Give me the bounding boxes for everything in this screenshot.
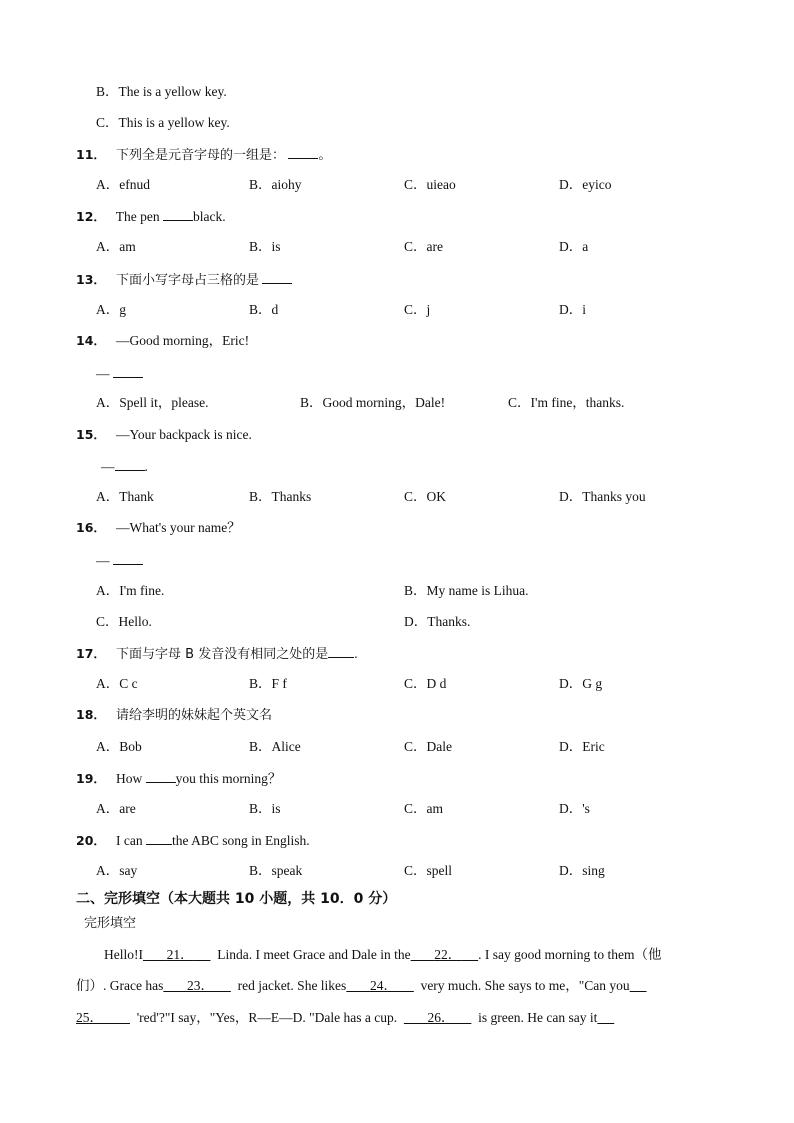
option-text: g xyxy=(119,302,126,317)
option-d[interactable] xyxy=(559,738,605,756)
reply-dash: — xyxy=(96,553,110,568)
question-stem: 请给李明的妹妹起个英文名 xyxy=(116,708,273,723)
question-20 xyxy=(76,831,310,850)
option-text: My name is Lihua. xyxy=(426,583,529,598)
question-number: 18． xyxy=(76,707,106,722)
option-label: B． xyxy=(249,302,272,317)
option-label: B． xyxy=(96,84,119,99)
question-number: 17． xyxy=(76,646,106,661)
option-b[interactable] xyxy=(249,238,281,256)
option-text: are xyxy=(426,239,443,254)
option-text: G g xyxy=(582,676,603,691)
option-b[interactable] xyxy=(404,582,529,600)
answer-blank xyxy=(328,644,354,658)
option-label: A． xyxy=(96,583,120,598)
question-stem-end: . xyxy=(354,646,358,661)
option-label: C． xyxy=(96,115,119,130)
question-15 xyxy=(76,426,252,444)
passage-text: 们）. Grace has xyxy=(76,978,164,993)
reply-dash: — xyxy=(101,459,115,474)
option-text: j xyxy=(426,302,431,317)
option-b[interactable] xyxy=(249,738,301,756)
option-label: A． xyxy=(96,177,120,192)
option-text: I'm fine，thanks. xyxy=(530,395,625,410)
passage-text: Hello!I xyxy=(104,947,143,962)
option-b[interactable] xyxy=(249,862,302,880)
option-text: OK xyxy=(426,489,447,504)
option-text: eyico xyxy=(582,177,612,192)
option-c[interactable] xyxy=(404,301,430,319)
option-label: C． xyxy=(404,676,427,691)
option-label: D． xyxy=(559,863,583,878)
section-title: 二、完形填空（本大题共 10 小题，共 10．0 分） xyxy=(76,891,397,907)
option-b[interactable] xyxy=(249,301,278,319)
option-b[interactable] xyxy=(249,176,302,194)
option-label: D． xyxy=(559,676,583,691)
option-text: Thanks you xyxy=(582,489,646,504)
option-c[interactable] xyxy=(508,394,624,412)
question-number: 16． xyxy=(76,520,106,535)
option-c[interactable] xyxy=(404,862,452,880)
option-a[interactable] xyxy=(96,176,150,194)
passage-text: is green. He can say it xyxy=(478,1010,598,1025)
question-number: 15． xyxy=(76,427,106,442)
option-text: Hello. xyxy=(118,614,152,629)
question-stem-end: you this morning？ xyxy=(175,771,282,786)
option-text: uieao xyxy=(426,177,456,192)
option-text: D d xyxy=(426,676,447,691)
option-label: D． xyxy=(559,239,583,254)
option-label: C． xyxy=(404,863,427,878)
question-stem-end: 。 xyxy=(318,147,332,162)
option-d[interactable] xyxy=(559,238,588,256)
option-text: I'm fine. xyxy=(119,583,165,598)
option-b[interactable] xyxy=(249,488,311,506)
option-label: C． xyxy=(404,177,427,192)
option-label: C． xyxy=(508,395,531,410)
option-d[interactable] xyxy=(559,675,602,693)
option-text: am xyxy=(119,239,136,254)
option-text: a xyxy=(582,239,589,254)
option-label: A． xyxy=(96,863,120,878)
option-label: D． xyxy=(559,302,583,317)
answer-blank xyxy=(146,831,172,845)
passage-text: . I say good morning to them（他 xyxy=(478,947,662,962)
question-stem: 下面与字母 B 发音没有相同之处的是 xyxy=(116,647,329,662)
option-text: sing xyxy=(582,863,605,878)
option-c[interactable] xyxy=(404,488,446,506)
blank-27-start xyxy=(597,1010,614,1025)
question-12 xyxy=(76,207,226,226)
question-stem: 下面小写字母占三格的是 xyxy=(116,273,260,288)
option-b[interactable] xyxy=(249,675,287,693)
option-text: is xyxy=(271,239,281,254)
passage-text: 'red'?"I say，"Yes，R—E—D. "Dale has a cup. xyxy=(136,1010,398,1025)
answer-blank xyxy=(163,207,193,221)
blank-22[interactable] xyxy=(411,947,479,962)
question-stem-end: the ABC song in English. xyxy=(172,833,310,848)
option-label: D． xyxy=(559,801,583,816)
answer-blank xyxy=(115,457,145,471)
question-stem: 下列全是元音字母的一组是： xyxy=(116,148,286,163)
option-d[interactable] xyxy=(559,488,646,506)
option-d[interactable] xyxy=(559,176,612,194)
option-label: C． xyxy=(404,739,427,754)
option-c[interactable] xyxy=(404,800,443,818)
option-label: B． xyxy=(249,739,272,754)
option-text: Alice xyxy=(271,739,301,754)
option-text: The is a yellow key. xyxy=(118,84,227,99)
question-stem: —Good morning，Eric! xyxy=(116,333,250,348)
blank-number: 22． xyxy=(434,947,462,962)
option-d[interactable] xyxy=(559,800,590,818)
option-a[interactable] xyxy=(96,488,154,506)
option-label: B． xyxy=(404,583,427,598)
option-label: A． xyxy=(96,801,120,816)
option-text: are xyxy=(119,801,136,816)
reply-line xyxy=(96,364,143,383)
question-11 xyxy=(76,145,332,165)
blank-number: 25． xyxy=(76,1010,103,1025)
blank-25[interactable] xyxy=(76,1010,130,1025)
question-stem-end: black. xyxy=(193,209,226,224)
question-number: 19． xyxy=(76,771,106,786)
option-a[interactable] xyxy=(96,738,142,756)
option-a[interactable] xyxy=(96,238,136,256)
option-text: d xyxy=(271,302,279,317)
option-text: is xyxy=(271,801,281,816)
option-text: 's xyxy=(582,801,590,816)
option-b[interactable] xyxy=(300,394,445,412)
blank-24[interactable] xyxy=(346,978,414,993)
option-a[interactable] xyxy=(96,800,136,818)
answer-blank xyxy=(288,145,318,159)
option-c-prev[interactable] xyxy=(96,114,230,132)
option-text: Bob xyxy=(119,739,142,754)
option-text: Dale xyxy=(426,739,452,754)
option-label: A． xyxy=(96,302,120,317)
option-label: A． xyxy=(96,739,120,754)
option-text: Spell it，please. xyxy=(119,395,209,410)
option-text: This is a yellow key. xyxy=(118,115,230,130)
passage-text: red jacket. She likes xyxy=(237,978,347,993)
question-stem: I can xyxy=(116,833,143,848)
question-stem: —Your backpack is nice. xyxy=(116,427,252,442)
option-text: Good morning，Dale! xyxy=(322,395,446,410)
option-label: B． xyxy=(249,489,272,504)
option-d[interactable] xyxy=(404,613,470,631)
option-label: B． xyxy=(249,801,272,816)
option-label: A． xyxy=(96,395,120,410)
option-label: D． xyxy=(404,614,428,629)
option-text: Thank xyxy=(119,489,154,504)
option-c[interactable] xyxy=(404,238,443,256)
option-label: A． xyxy=(96,239,120,254)
question-number: 12． xyxy=(76,209,106,224)
option-label: A． xyxy=(96,676,120,691)
option-c[interactable] xyxy=(96,613,152,631)
option-label: D． xyxy=(559,489,583,504)
question-13 xyxy=(76,270,292,290)
option-d[interactable] xyxy=(559,301,586,319)
reply-dash: — xyxy=(96,366,110,381)
answer-blank xyxy=(113,551,143,565)
passage-text: very much. She says to me，"Can you xyxy=(420,978,630,993)
passage-line-2 xyxy=(76,977,647,995)
passage-line-3 xyxy=(76,1009,614,1027)
option-b-prev[interactable] xyxy=(96,83,227,101)
blank-number: 23． xyxy=(186,978,214,993)
passage-line-1 xyxy=(104,946,662,964)
option-label: B． xyxy=(300,395,323,410)
option-label: B． xyxy=(249,863,272,878)
answer-blank xyxy=(113,364,143,378)
question-number: 13． xyxy=(76,272,106,287)
option-text: speak xyxy=(271,863,303,878)
option-text: Thanks. xyxy=(427,614,471,629)
option-c[interactable] xyxy=(404,738,452,756)
passage-text: Linda. I meet Grace and Dale in the xyxy=(217,947,411,962)
option-text: Eric xyxy=(582,739,605,754)
option-b[interactable] xyxy=(249,800,281,818)
option-text: am xyxy=(426,801,444,816)
blank-number: 21． xyxy=(166,947,194,962)
question-stem: The pen xyxy=(115,209,160,224)
option-a[interactable] xyxy=(96,675,138,693)
question-18 xyxy=(76,706,272,725)
question-number: 20． xyxy=(76,833,106,848)
reply-end: . xyxy=(144,459,148,474)
reply-line xyxy=(96,551,143,570)
option-label: A． xyxy=(96,489,120,504)
blank-25-start xyxy=(630,978,647,993)
option-label: C． xyxy=(404,489,427,504)
question-16 xyxy=(76,519,241,537)
section-subtitle: 完形填空 xyxy=(84,916,137,931)
option-a[interactable] xyxy=(96,301,126,319)
option-text: say xyxy=(119,863,138,878)
question-stem: —What's your name？ xyxy=(116,520,241,535)
option-label: C． xyxy=(404,302,427,317)
blank-21[interactable] xyxy=(143,947,211,962)
reply-line xyxy=(101,457,148,476)
blank-number: 26． xyxy=(427,1010,455,1025)
option-text: Thanks xyxy=(271,489,312,504)
option-label: B． xyxy=(249,676,272,691)
question-14 xyxy=(76,332,249,350)
blank-number: 24． xyxy=(369,978,397,993)
option-text: i xyxy=(582,302,587,317)
option-a[interactable] xyxy=(96,394,208,412)
question-stem: How xyxy=(116,771,143,786)
question-number: 14． xyxy=(76,333,106,348)
answer-blank xyxy=(146,769,176,783)
question-19 xyxy=(76,769,281,788)
option-a[interactable] xyxy=(96,582,164,600)
option-text: F f xyxy=(271,676,287,691)
question-17 xyxy=(76,644,358,664)
option-d[interactable] xyxy=(559,862,605,880)
option-label: C． xyxy=(404,239,427,254)
question-number: 11． xyxy=(76,147,106,162)
option-label: C． xyxy=(96,614,119,629)
option-text: aiohy xyxy=(271,177,302,192)
option-text: C c xyxy=(119,676,138,691)
option-label: D． xyxy=(559,177,583,192)
option-c[interactable] xyxy=(404,675,446,693)
option-label: B． xyxy=(249,177,272,192)
option-label: C． xyxy=(404,801,427,816)
option-text: efnud xyxy=(119,177,150,192)
option-label: D． xyxy=(559,739,583,754)
option-c[interactable] xyxy=(404,176,456,194)
blank-23[interactable] xyxy=(163,978,231,993)
blank-26[interactable] xyxy=(404,1010,472,1025)
option-label: B． xyxy=(249,239,272,254)
option-text: spell xyxy=(426,863,453,878)
option-a[interactable] xyxy=(96,862,137,880)
answer-blank xyxy=(262,270,292,284)
